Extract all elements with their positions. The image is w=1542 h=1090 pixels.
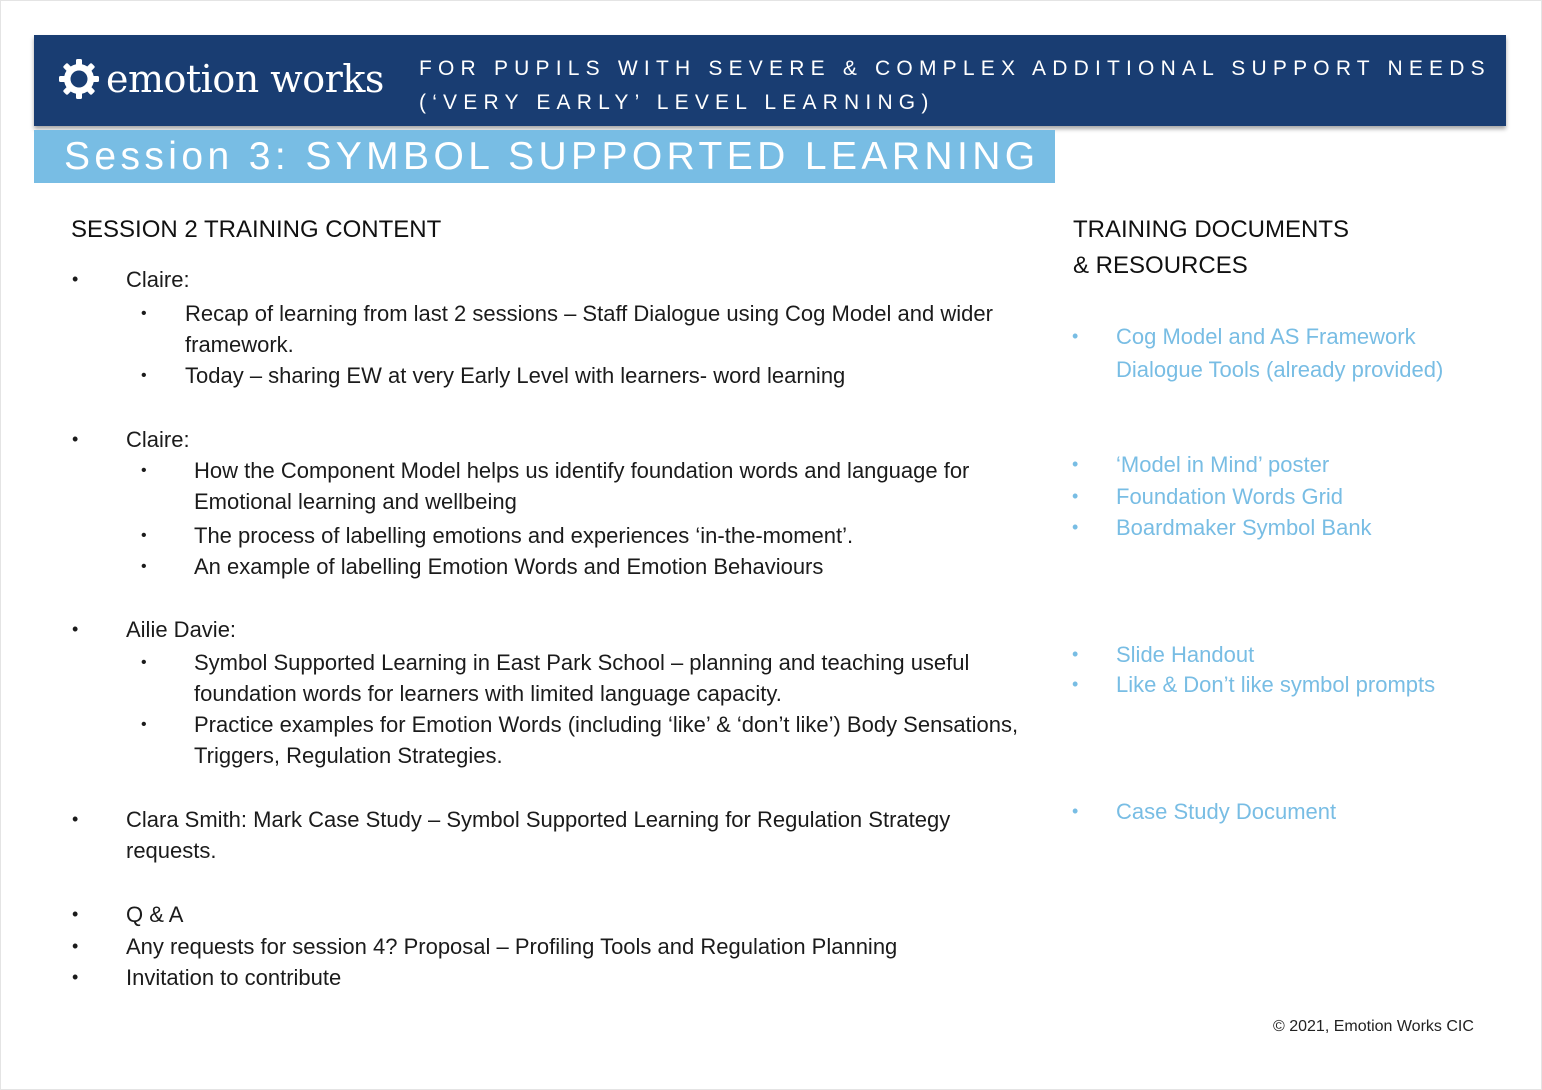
closing-item-text: Invitation to contribute <box>126 965 342 990</box>
gear-ring-icon <box>58 58 100 100</box>
sub-item-text: Symbol Supported Learning in East Park School – planning and teaching useful foundation words for learners with limited language capacity. <box>194 650 970 706</box>
sub-bullet-icon: • <box>141 527 147 544</box>
resource-item <box>1072 795 1496 828</box>
sub-item-text: Practice examples for Emotion Words (including ‘like’ & ‘don’t like’) Body Sensations, Triggers, Regulation Strategies. <box>194 712 1019 768</box>
sub-item <box>141 551 1024 582</box>
resource-text: Boardmaker Symbol Bank <box>1116 515 1372 540</box>
presenter-name: Claire: <box>126 267 190 292</box>
resource-text: Case Study Document <box>1116 799 1337 824</box>
bullet-icon: • <box>72 619 79 639</box>
bullet-icon: • <box>1072 454 1079 474</box>
sub-item-text: An example of labelling Emotion Words and Emotion Behaviours <box>194 554 824 579</box>
tagline-line-1: FOR PUPILS WITH SEVERE & COMPLEX ADDITIONAL SUPPORT NEEDS <box>419 57 1491 80</box>
emotion-works-logo <box>58 57 384 101</box>
resource-item <box>1072 511 1496 544</box>
resource-item <box>1072 668 1496 701</box>
presenter-name: Claire: <box>126 427 190 452</box>
bullet-icon: • <box>1072 674 1079 694</box>
bullet-icon: • <box>1072 644 1079 664</box>
presenter-item <box>72 264 190 295</box>
bullet-icon: • <box>72 269 79 289</box>
resource-text: ‘Model in Mind’ poster <box>1116 452 1330 477</box>
copyright-notice: © 2021, Emotion Works CIC <box>1273 1018 1474 1035</box>
closing-item <box>72 962 342 993</box>
sub-bullet-icon: • <box>141 654 147 671</box>
sub-bullet-icon: • <box>141 305 147 322</box>
sub-bullet-icon: • <box>141 367 147 384</box>
case-study-item <box>72 804 1016 866</box>
resource-text: Foundation Words Grid <box>1116 484 1344 509</box>
sub-item-text: Today – sharing EW at very Early Level with learners- word learning <box>185 363 846 388</box>
resource-item <box>1072 448 1496 481</box>
bullet-icon: • <box>72 429 79 449</box>
presenter-item <box>72 424 190 455</box>
sub-item <box>141 709 1026 771</box>
session-title-band <box>34 130 1055 183</box>
case-study-text: Mark Case Study – Symbol Supported Learning for Regulation Strategy requests. <box>126 807 951 863</box>
sub-bullet-icon: • <box>141 716 147 733</box>
resources-heading-line-1: TRAINING DOCUMENTS <box>1073 216 1349 243</box>
sub-item <box>141 647 1026 709</box>
logo-text: emotion works <box>106 57 384 101</box>
bullet-icon: • <box>72 936 79 956</box>
resource-text: Slide Handout <box>1116 642 1255 667</box>
training-content-heading: SESSION 2 TRAINING CONTENT <box>71 216 442 243</box>
closing-item-text: Q & A <box>126 902 184 927</box>
resource-item <box>1072 638 1496 671</box>
resource-item <box>1072 320 1496 386</box>
resource-text: Like & Don’t like symbol prompts <box>1116 672 1436 697</box>
closing-item <box>72 931 1026 962</box>
bullet-icon: • <box>1072 326 1079 346</box>
sub-item-text: Recap of learning from last 2 sessions – Staff Dialogue using Cog Model and wider framework. <box>185 301 993 357</box>
sub-item <box>141 455 1024 517</box>
presenter-name: Ailie Davie: <box>126 617 237 642</box>
sub-bullet-icon: • <box>141 462 147 479</box>
resources-heading <box>1073 212 1349 284</box>
resource-item <box>1072 480 1496 513</box>
resources-heading-line-2: & RESOURCES <box>1073 252 1248 279</box>
bullet-icon: • <box>72 967 79 987</box>
sub-item-text: The process of labelling emotions and experiences ‘in-the-moment’. <box>194 523 854 548</box>
presenter-item <box>72 614 237 645</box>
tagline-line-2: (‘VERY EARLY’ LEVEL LEARNING) <box>419 91 935 114</box>
bullet-icon: • <box>1072 517 1079 537</box>
presenter-name: Clara Smith: <box>126 807 248 832</box>
sub-bullet-icon: • <box>141 558 147 575</box>
sub-item <box>141 520 1024 551</box>
closing-item-text: Any requests for session 4? Proposal – Profiling Tools and Regulation Planning <box>126 934 898 959</box>
bullet-icon: • <box>72 904 79 924</box>
sub-item <box>141 298 1005 360</box>
sub-item <box>141 360 1005 391</box>
session-title: Session 3: SYMBOL SUPPORTED LEARNING <box>64 135 1040 178</box>
closing-item <box>72 899 184 930</box>
bullet-icon: • <box>1072 801 1079 821</box>
resource-text: Cog Model and AS Framework Dialogue Tools (already provided) <box>1116 324 1444 382</box>
sub-item-text: How the Component Model helps us identify foundation words and language for Emotional learning and wellbeing <box>194 458 970 514</box>
bullet-icon: • <box>72 809 79 829</box>
header-banner <box>34 35 1506 126</box>
bullet-icon: • <box>1072 486 1079 506</box>
header-tagline <box>419 52 1491 120</box>
